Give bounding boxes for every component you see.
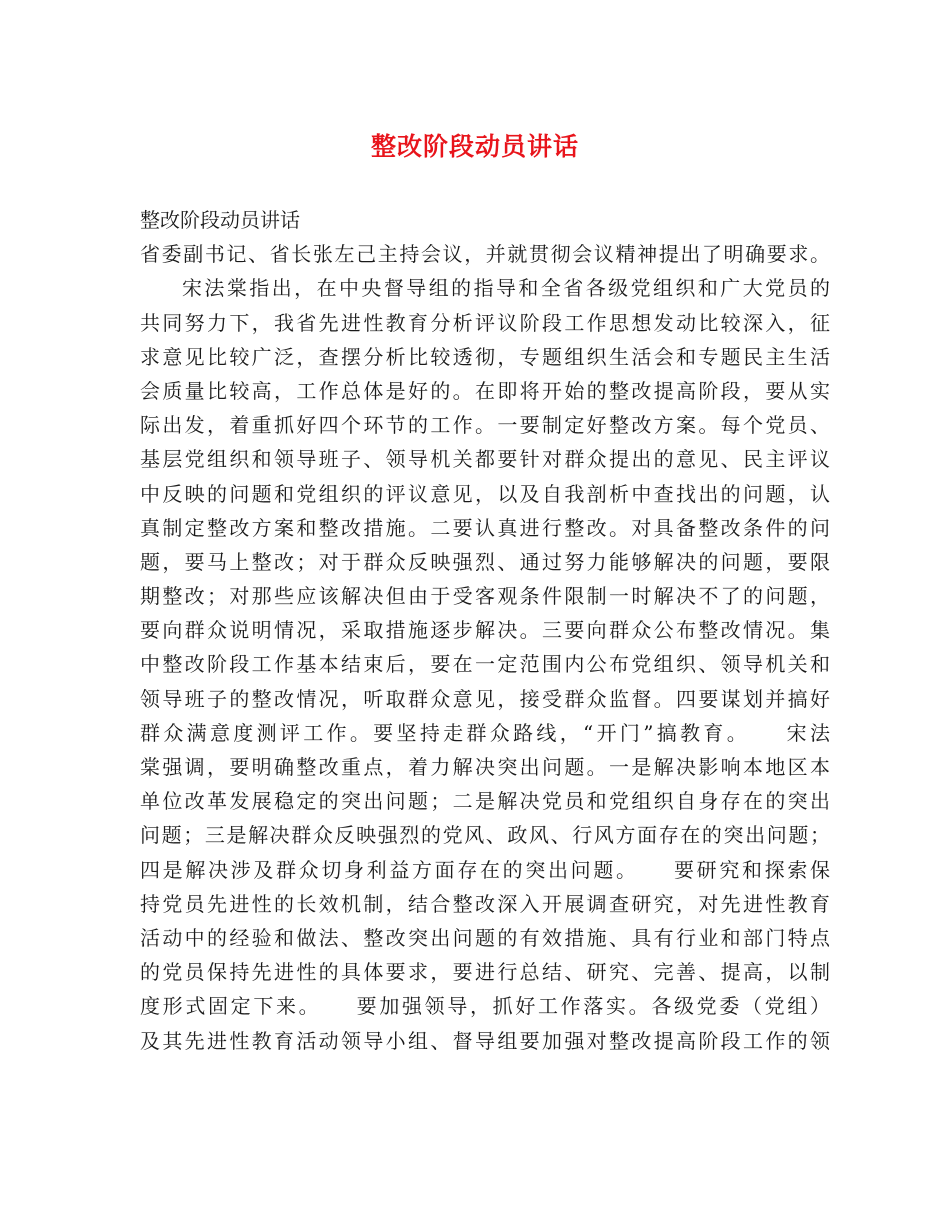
body-line: 群众满意度测评工作。要坚持走群众路线，“开门”搞教育。 宋法 [140, 720, 830, 745]
body-line: 基层党组织和领导班子、领导机关都要针对群众提出的意见、民主评议 [140, 447, 830, 472]
document-body [140, 203, 830, 1058]
body-line: 求意见比较广泛，查摆分析比较透彻，专题组织生活会和专题民主生活 [140, 344, 830, 369]
body-line: 中整改阶段工作基本结束后，要在一定范围内公布党组织、领导机关和 [140, 652, 830, 677]
document-title: 整改阶段动员讲话 [370, 132, 579, 161]
body-line: 活动中的经验和做法、整改突出问题的有效措施、具有行业和部门特点 [140, 925, 830, 950]
body-line: 的党员保持先进性的具体要求，要进行总结、研究、完善、提高，以制 [140, 960, 830, 985]
body-line: 宋法棠指出，在中央督导组的指导和全省各级党组织和广大党员的 [182, 276, 830, 301]
body-line: 际出发，着重抓好四个环节的工作。一要制定好整改方案。每个党员、 [140, 413, 830, 438]
body-line: 共同努力下，我省先进性教育分析评议阶段工作思想发动比较深入，征 [140, 310, 830, 335]
body-line: 度形式固定下来。 要加强领导，抓好工作落实。各级党委（党组） [140, 994, 830, 1019]
body-line: 期整改；对那些应该解决但由于受客观条件限制一时解决不了的问题， [140, 584, 830, 609]
body-line: 单位改革发展稳定的突出问题；二是解决党员和党组织自身存在的突出 [140, 789, 830, 814]
body-line: 领导班子的整改情况，听取群众意见，接受群众监督。四要谋划并搞好 [140, 686, 830, 711]
body-line: 题，要马上整改；对于群众反映强烈、通过努力能够解决的问题，要限 [140, 549, 830, 574]
body-line: 持党员先进性的长效机制，结合整改深入开展调查研究，对先进性教育 [140, 891, 830, 916]
body-line: 问题；三是解决群众反映强烈的党风、政风、行风方面存在的突出问题； [140, 823, 830, 848]
body-line: 及其先进性教育活动领导小组、督导组要加强对整改提高阶段工作的领 [140, 1028, 830, 1053]
body-line: 四是解决涉及群众切身利益方面存在的突出问题。 要研究和探索保 [140, 857, 830, 882]
body-line: 会质量比较高，工作总体是好的。在即将开始的整改提高阶段，要从实 [140, 378, 830, 403]
body-line: 整改阶段动员讲话 [140, 208, 300, 232]
body-line: 中反映的问题和党组织的评议意见，以及自我剖析中查找出的问题，认 [140, 481, 830, 506]
body-line: 棠强调，要明确整改重点，着力解决突出问题。一是解决影响本地区本 [140, 755, 830, 779]
body-line: 要向群众说明情况，采取措施逐步解决。三要向群众公布整改情况。集 [140, 618, 830, 643]
body-line: 省委副书记、省长张左己主持会议，并就贯彻会议精神提出了明确要求。 [140, 242, 830, 267]
body-line: 真制定整改方案和整改措施。二要认真进行整改。对具备整改条件的问 [140, 515, 830, 540]
